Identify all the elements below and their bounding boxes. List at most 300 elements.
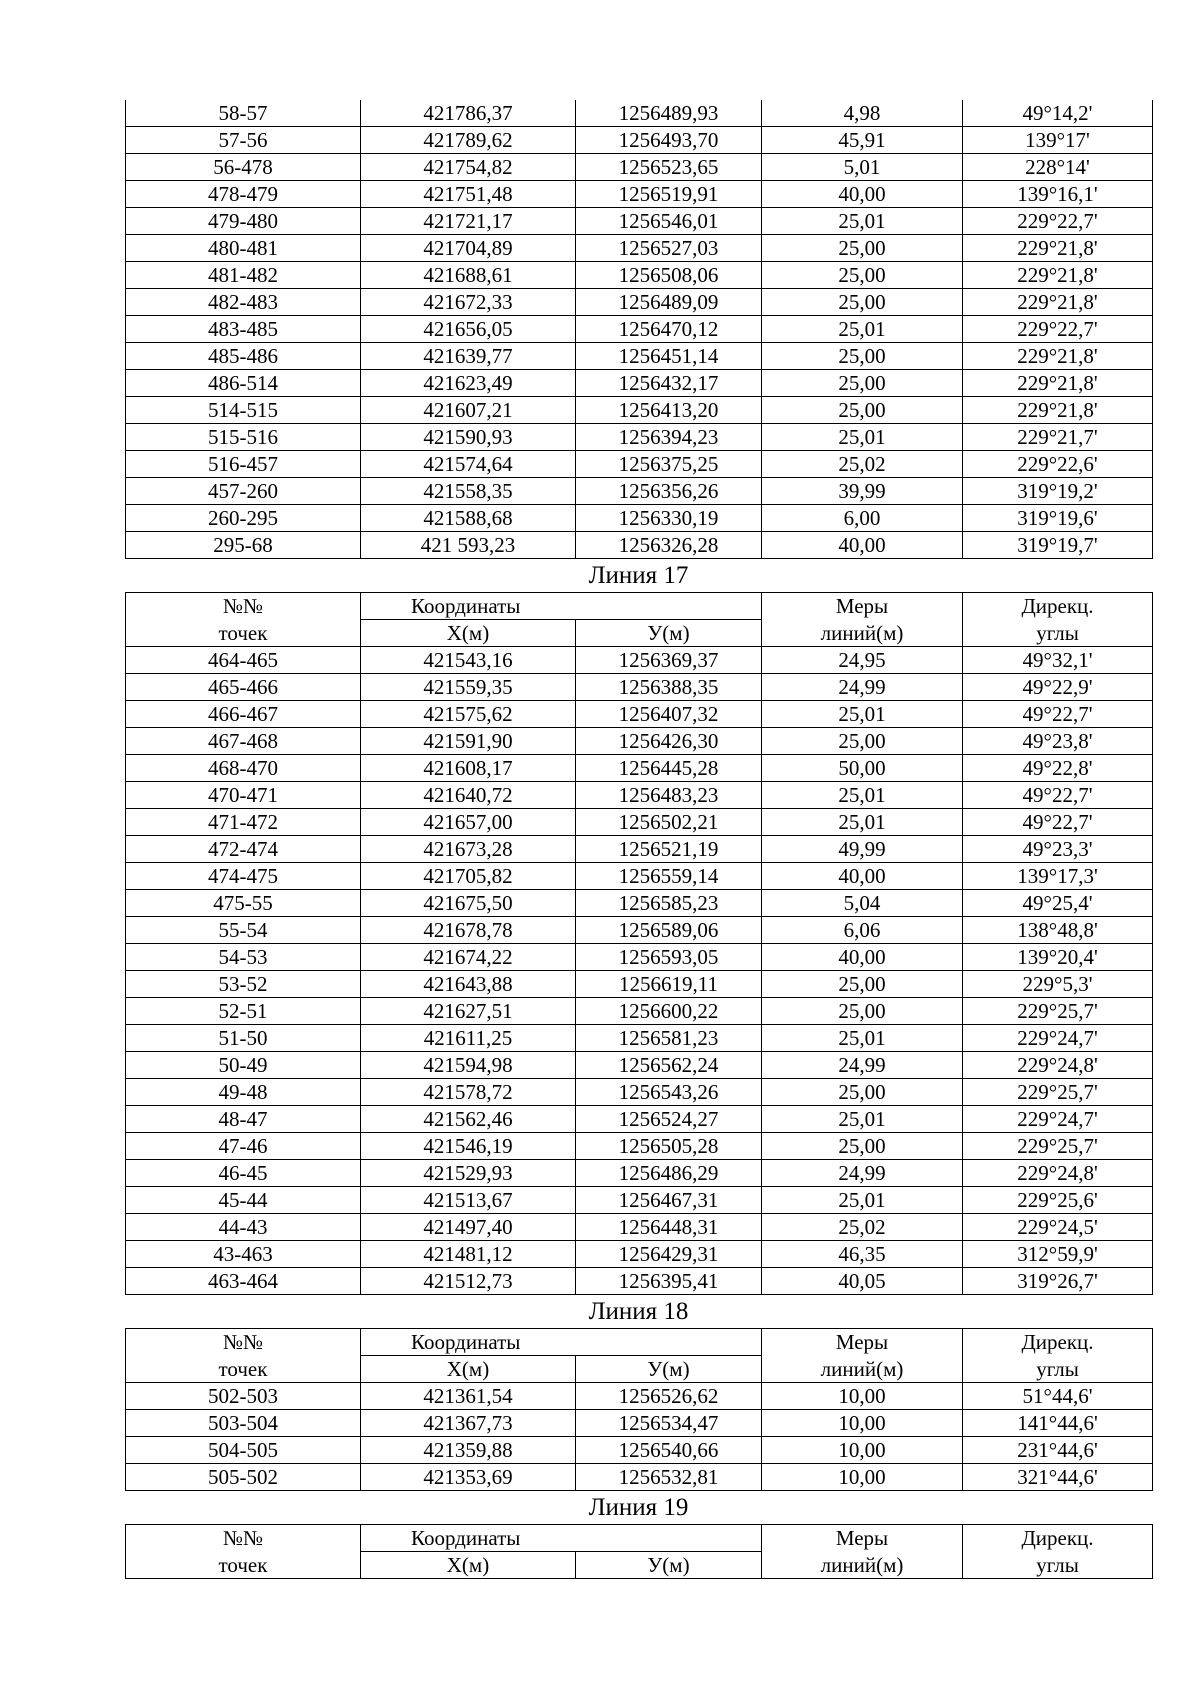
x-coordinate-cell: 421359,88 xyxy=(361,1437,576,1464)
x-coordinate-cell: 421789,62 xyxy=(361,127,576,154)
x-coordinate-cell: 421546,19 xyxy=(361,1133,576,1160)
y-coordinate-cell: 1256486,29 xyxy=(576,1160,762,1187)
y-coordinate-cell: 1256445,28 xyxy=(576,755,762,782)
direction-angle-cell: 229°5,3' xyxy=(963,971,1153,998)
y-coordinate-cell: 1256600,22 xyxy=(576,998,762,1025)
y-coordinate-cell: 1256493,70 xyxy=(576,127,762,154)
direction-angle-cell: 229°22,6' xyxy=(963,451,1153,478)
table-row xyxy=(126,728,1153,755)
direction-angle-cell: 229°21,8' xyxy=(963,370,1153,397)
table-row xyxy=(126,1241,1153,1268)
table-header-row xyxy=(126,1552,1153,1579)
x-coordinate-header: Х(м) xyxy=(361,620,576,647)
direction-angle-header-sub: углы xyxy=(963,620,1153,647)
x-coordinate-cell: 421673,28 xyxy=(361,836,576,863)
table-header-row xyxy=(126,1329,1153,1356)
line-length-cell: 25,00 xyxy=(762,262,963,289)
table-row xyxy=(126,1214,1153,1241)
point-pair-cell: 470-471 xyxy=(126,782,361,809)
line-length-cell: 6,00 xyxy=(762,505,963,532)
table-row xyxy=(126,1160,1153,1187)
point-pair-cell: 457-260 xyxy=(126,478,361,505)
x-coordinate-cell: 421705,82 xyxy=(361,863,576,890)
line-length-cell: 25,02 xyxy=(762,451,963,478)
direction-angle-cell: 49°23,8' xyxy=(963,728,1153,755)
y-coordinate-cell: 1256330,19 xyxy=(576,505,762,532)
line-length-cell: 6,06 xyxy=(762,917,963,944)
line-length-cell: 5,04 xyxy=(762,890,963,917)
y-coordinate-header: У(м) xyxy=(576,1356,762,1383)
table-row xyxy=(126,127,1153,154)
point-pair-cell: 479-480 xyxy=(126,208,361,235)
direction-angle-header-sub: углы xyxy=(963,1356,1153,1383)
point-pair-cell: 505-502 xyxy=(126,1464,361,1491)
line-length-cell: 10,00 xyxy=(762,1383,963,1410)
line-length-header: Меры xyxy=(762,1329,963,1356)
x-coordinate-cell: 421608,17 xyxy=(361,755,576,782)
point-pair-cell: 57-56 xyxy=(126,127,361,154)
direction-angle-cell: 49°32,1' xyxy=(963,647,1153,674)
direction-angle-cell: 229°21,8' xyxy=(963,397,1153,424)
table-row xyxy=(126,1187,1153,1214)
direction-angle-cell: 229°22,7' xyxy=(963,316,1153,343)
y-coordinate-cell: 1256489,93 xyxy=(576,100,762,127)
coordinates-table xyxy=(125,1524,1153,1579)
y-coordinate-cell: 1256395,41 xyxy=(576,1268,762,1295)
table-row xyxy=(126,1052,1153,1079)
section-title: Линия 19 xyxy=(588,1494,689,1521)
x-coordinate-cell: 421575,62 xyxy=(361,701,576,728)
table-row xyxy=(126,1025,1153,1052)
table-row xyxy=(126,370,1153,397)
table-row xyxy=(126,809,1153,836)
table-row xyxy=(126,890,1153,917)
direction-angle-cell: 229°24,8' xyxy=(963,1052,1153,1079)
points-header: №№ xyxy=(126,1525,361,1552)
line-length-cell: 24,99 xyxy=(762,1160,963,1187)
direction-angle-cell: 49°23,3' xyxy=(963,836,1153,863)
table-row xyxy=(126,154,1153,181)
table-row xyxy=(126,701,1153,728)
x-coordinate-cell: 421590,93 xyxy=(361,424,576,451)
x-coordinate-cell: 421578,72 xyxy=(361,1079,576,1106)
point-pair-cell: 51-50 xyxy=(126,1025,361,1052)
points-header: №№ xyxy=(126,1329,361,1356)
table-header-row xyxy=(126,1525,1153,1552)
x-coordinate-cell: 421361,54 xyxy=(361,1383,576,1410)
table-row xyxy=(126,647,1153,674)
table-row xyxy=(126,100,1153,127)
direction-angle-cell: 228°14' xyxy=(963,154,1153,181)
points-header: №№ xyxy=(126,593,361,620)
x-coordinate-cell: 421497,40 xyxy=(361,1214,576,1241)
table-row xyxy=(126,755,1153,782)
coordinates-header: Координаты xyxy=(361,593,762,620)
table-row xyxy=(126,262,1153,289)
x-coordinate-cell: 421529,93 xyxy=(361,1160,576,1187)
point-pair-cell: 466-467 xyxy=(126,701,361,728)
y-coordinate-cell: 1256432,17 xyxy=(576,370,762,397)
point-pair-cell: 50-49 xyxy=(126,1052,361,1079)
line-length-header: Меры xyxy=(762,1525,963,1552)
direction-angle-cell: 229°25,7' xyxy=(963,1133,1153,1160)
line-length-cell: 25,01 xyxy=(762,782,963,809)
direction-angle-cell: 49°22,9' xyxy=(963,674,1153,701)
y-coordinate-cell: 1256407,32 xyxy=(576,701,762,728)
line-length-cell: 25,01 xyxy=(762,208,963,235)
point-pair-cell: 503-504 xyxy=(126,1410,361,1437)
y-coordinate-cell: 1256534,47 xyxy=(576,1410,762,1437)
y-coordinate-cell: 1256532,81 xyxy=(576,1464,762,1491)
direction-angle-cell: 49°22,7' xyxy=(963,701,1153,728)
point-pair-cell: 486-514 xyxy=(126,370,361,397)
point-pair-cell: 504-505 xyxy=(126,1437,361,1464)
table-row xyxy=(126,1464,1153,1491)
table-row xyxy=(126,451,1153,478)
direction-angle-cell: 139°16,1' xyxy=(963,181,1153,208)
coordinates-table xyxy=(125,592,1153,1295)
line-length-cell: 40,00 xyxy=(762,532,963,559)
direction-angle-cell: 139°17' xyxy=(963,127,1153,154)
y-coordinate-cell: 1256546,01 xyxy=(576,208,762,235)
document-page xyxy=(125,100,1152,1579)
section-title: Линия 17 xyxy=(588,562,689,589)
line-length-header-sub: линий(м) xyxy=(762,620,963,647)
table-row xyxy=(126,782,1153,809)
direction-angle-cell: 49°22,7' xyxy=(963,782,1153,809)
line-length-cell: 45,91 xyxy=(762,127,963,154)
x-coordinate-cell: 421611,25 xyxy=(361,1025,576,1052)
direction-angle-cell: 138°48,8' xyxy=(963,917,1153,944)
direction-angle-cell: 319°19,2' xyxy=(963,478,1153,505)
x-coordinate-cell: 421678,78 xyxy=(361,917,576,944)
direction-angle-cell: 319°19,7' xyxy=(963,532,1153,559)
y-coordinate-header: У(м) xyxy=(576,620,762,647)
point-pair-cell: 468-470 xyxy=(126,755,361,782)
y-coordinate-cell: 1256581,23 xyxy=(576,1025,762,1052)
line-length-cell: 5,01 xyxy=(762,154,963,181)
line-length-cell: 49,99 xyxy=(762,836,963,863)
direction-angle-cell: 139°20,4' xyxy=(963,944,1153,971)
x-coordinate-cell: 421367,73 xyxy=(361,1410,576,1437)
y-coordinate-cell: 1256521,19 xyxy=(576,836,762,863)
line-length-cell: 24,95 xyxy=(762,647,963,674)
table-header-row xyxy=(126,620,1153,647)
direction-angle-cell: 229°21,8' xyxy=(963,289,1153,316)
y-coordinate-cell: 1256470,12 xyxy=(576,316,762,343)
table-row xyxy=(126,917,1153,944)
x-coordinate-cell: 421674,22 xyxy=(361,944,576,971)
y-coordinate-cell: 1256413,20 xyxy=(576,397,762,424)
point-pair-cell: 463-464 xyxy=(126,1268,361,1295)
table-row xyxy=(126,863,1153,890)
point-pair-cell: 46-45 xyxy=(126,1160,361,1187)
direction-angle-cell: 51°44,6' xyxy=(963,1383,1153,1410)
y-coordinate-cell: 1256523,65 xyxy=(576,154,762,181)
direction-angle-header: Дирекц. xyxy=(963,1329,1153,1356)
y-coordinate-cell: 1256388,35 xyxy=(576,674,762,701)
y-coordinate-cell: 1256593,05 xyxy=(576,944,762,971)
x-coordinate-cell: 421481,12 xyxy=(361,1241,576,1268)
line-length-cell: 25,00 xyxy=(762,728,963,755)
x-coordinate-cell: 421786,37 xyxy=(361,100,576,127)
line-length-cell: 25,01 xyxy=(762,809,963,836)
line-length-header-sub: линий(м) xyxy=(762,1552,963,1579)
points-header-sub: точек xyxy=(126,1552,361,1579)
y-coordinate-cell: 1256508,06 xyxy=(576,262,762,289)
line-length-cell: 25,01 xyxy=(762,1187,963,1214)
point-pair-cell: 481-482 xyxy=(126,262,361,289)
table-row xyxy=(126,944,1153,971)
line-length-cell: 46,35 xyxy=(762,1241,963,1268)
line-length-cell: 25,00 xyxy=(762,1079,963,1106)
line-length-cell: 25,01 xyxy=(762,424,963,451)
direction-angle-cell: 229°25,7' xyxy=(963,1079,1153,1106)
line-length-cell: 25,00 xyxy=(762,370,963,397)
points-header-sub: точек xyxy=(126,1356,361,1383)
x-coordinate-cell: 421656,05 xyxy=(361,316,576,343)
line-length-cell: 24,99 xyxy=(762,674,963,701)
point-pair-cell: 471-472 xyxy=(126,809,361,836)
table-row xyxy=(126,181,1153,208)
x-coordinate-cell: 421543,16 xyxy=(361,647,576,674)
table-header-row xyxy=(126,593,1153,620)
table-row xyxy=(126,1079,1153,1106)
y-coordinate-cell: 1256394,23 xyxy=(576,424,762,451)
table-row xyxy=(126,235,1153,262)
direction-angle-cell: 229°21,8' xyxy=(963,235,1153,262)
table-row xyxy=(126,998,1153,1025)
line-length-header: Меры xyxy=(762,593,963,620)
x-coordinate-cell: 421513,67 xyxy=(361,1187,576,1214)
direction-angle-cell: 49°22,8' xyxy=(963,755,1153,782)
table-row xyxy=(126,343,1153,370)
coordinates-header: Координаты xyxy=(361,1329,762,1356)
table-row xyxy=(126,397,1153,424)
direction-angle-cell: 231°44,6' xyxy=(963,1437,1153,1464)
point-pair-cell: 482-483 xyxy=(126,289,361,316)
x-coordinate-cell: 421562,46 xyxy=(361,1106,576,1133)
direction-angle-cell: 229°24,5' xyxy=(963,1214,1153,1241)
x-coordinate-cell: 421574,64 xyxy=(361,451,576,478)
x-coordinate-cell: 421607,21 xyxy=(361,397,576,424)
line-length-cell: 40,00 xyxy=(762,944,963,971)
coordinates-header: Координаты xyxy=(361,1525,762,1552)
point-pair-cell: 48-47 xyxy=(126,1106,361,1133)
y-coordinate-cell: 1256448,31 xyxy=(576,1214,762,1241)
direction-angle-cell: 229°21,7' xyxy=(963,424,1153,451)
direction-angle-cell: 229°22,7' xyxy=(963,208,1153,235)
x-coordinate-cell: 421559,35 xyxy=(361,674,576,701)
y-coordinate-cell: 1256562,24 xyxy=(576,1052,762,1079)
point-pair-cell: 464-465 xyxy=(126,647,361,674)
line-length-cell: 50,00 xyxy=(762,755,963,782)
line-length-cell: 25,01 xyxy=(762,316,963,343)
line-length-header-sub: линий(м) xyxy=(762,1356,963,1383)
table-row xyxy=(126,289,1153,316)
y-coordinate-cell: 1256526,62 xyxy=(576,1383,762,1410)
line-length-cell: 25,01 xyxy=(762,1106,963,1133)
direction-angle-header: Дирекц. xyxy=(963,1525,1153,1552)
point-pair-cell: 44-43 xyxy=(126,1214,361,1241)
direction-angle-cell: 229°24,8' xyxy=(963,1160,1153,1187)
point-pair-cell: 55-54 xyxy=(126,917,361,944)
table-row xyxy=(126,1268,1153,1295)
y-coordinate-cell: 1256451,14 xyxy=(576,343,762,370)
point-pair-cell: 53-52 xyxy=(126,971,361,998)
direction-angle-cell: 229°25,7' xyxy=(963,998,1153,1025)
y-coordinate-cell: 1256543,26 xyxy=(576,1079,762,1106)
y-coordinate-cell: 1256326,28 xyxy=(576,532,762,559)
table-row xyxy=(126,1410,1153,1437)
x-coordinate-cell: 421558,35 xyxy=(361,478,576,505)
point-pair-cell: 49-48 xyxy=(126,1079,361,1106)
section-title: Линия 18 xyxy=(588,1298,689,1325)
line-length-cell: 40,05 xyxy=(762,1268,963,1295)
point-pair-cell: 43-463 xyxy=(126,1241,361,1268)
x-coordinate-cell: 421588,68 xyxy=(361,505,576,532)
line-length-cell: 25,02 xyxy=(762,1214,963,1241)
table-row xyxy=(126,505,1153,532)
x-coordinate-cell: 421639,77 xyxy=(361,343,576,370)
x-coordinate-cell: 421643,88 xyxy=(361,971,576,998)
y-coordinate-cell: 1256519,91 xyxy=(576,181,762,208)
point-pair-cell: 47-46 xyxy=(126,1133,361,1160)
line-length-cell: 10,00 xyxy=(762,1464,963,1491)
line-length-cell: 25,01 xyxy=(762,701,963,728)
y-coordinate-cell: 1256467,31 xyxy=(576,1187,762,1214)
line-length-cell: 25,00 xyxy=(762,343,963,370)
point-pair-cell: 474-475 xyxy=(126,863,361,890)
x-coordinate-cell: 421591,90 xyxy=(361,728,576,755)
point-pair-cell: 295-68 xyxy=(126,532,361,559)
point-pair-cell: 483-485 xyxy=(126,316,361,343)
point-pair-cell: 472-474 xyxy=(126,836,361,863)
y-coordinate-cell: 1256505,28 xyxy=(576,1133,762,1160)
x-coordinate-cell: 421704,89 xyxy=(361,235,576,262)
coordinates-table xyxy=(125,1328,1153,1491)
direction-angle-cell: 139°17,3' xyxy=(963,863,1153,890)
y-coordinate-cell: 1256619,11 xyxy=(576,971,762,998)
direction-angle-cell: 229°24,7' xyxy=(963,1106,1153,1133)
table-row xyxy=(126,1437,1153,1464)
y-coordinate-cell: 1256489,09 xyxy=(576,289,762,316)
table-row xyxy=(126,1383,1153,1410)
coordinates-table xyxy=(125,100,1153,559)
y-coordinate-cell: 1256426,30 xyxy=(576,728,762,755)
direction-angle-cell: 49°22,7' xyxy=(963,809,1153,836)
line-length-cell: 25,00 xyxy=(762,1133,963,1160)
x-coordinate-header: Х(м) xyxy=(361,1552,576,1579)
direction-angle-cell: 229°21,8' xyxy=(963,262,1153,289)
line-length-cell: 24,99 xyxy=(762,1052,963,1079)
y-coordinate-cell: 1256429,31 xyxy=(576,1241,762,1268)
direction-angle-cell: 229°24,7' xyxy=(963,1025,1153,1052)
point-pair-cell: 516-457 xyxy=(126,451,361,478)
table-row xyxy=(126,836,1153,863)
point-pair-cell: 58-57 xyxy=(126,100,361,127)
table-row xyxy=(126,316,1153,343)
line-length-cell: 39,99 xyxy=(762,478,963,505)
point-pair-cell: 514-515 xyxy=(126,397,361,424)
x-coordinate-header: Х(м) xyxy=(361,1356,576,1383)
line-length-cell: 40,00 xyxy=(762,863,963,890)
point-pair-cell: 467-468 xyxy=(126,728,361,755)
line-length-cell: 25,00 xyxy=(762,235,963,262)
x-coordinate-cell: 421623,49 xyxy=(361,370,576,397)
point-pair-cell: 54-53 xyxy=(126,944,361,971)
point-pair-cell: 45-44 xyxy=(126,1187,361,1214)
y-coordinate-cell: 1256483,23 xyxy=(576,782,762,809)
direction-angle-header: Дирекц. xyxy=(963,593,1153,620)
line-length-cell: 25,01 xyxy=(762,1025,963,1052)
point-pair-cell: 465-466 xyxy=(126,674,361,701)
point-pair-cell: 480-481 xyxy=(126,235,361,262)
y-coordinate-cell: 1256369,37 xyxy=(576,647,762,674)
line-length-cell: 40,00 xyxy=(762,181,963,208)
y-coordinate-cell: 1256585,23 xyxy=(576,890,762,917)
y-coordinate-cell: 1256527,03 xyxy=(576,235,762,262)
x-coordinate-cell: 421657,00 xyxy=(361,809,576,836)
direction-angle-cell: 49°25,4' xyxy=(963,890,1153,917)
x-coordinate-cell: 421688,61 xyxy=(361,262,576,289)
x-coordinate-cell: 421675,50 xyxy=(361,890,576,917)
point-pair-cell: 515-516 xyxy=(126,424,361,451)
line-length-cell: 25,00 xyxy=(762,397,963,424)
x-coordinate-cell: 421594,98 xyxy=(361,1052,576,1079)
y-coordinate-cell: 1256502,21 xyxy=(576,809,762,836)
y-coordinate-header: У(м) xyxy=(576,1552,762,1579)
line-length-cell: 25,00 xyxy=(762,971,963,998)
point-pair-cell: 260-295 xyxy=(126,505,361,532)
y-coordinate-cell: 1256559,14 xyxy=(576,863,762,890)
line-length-cell: 25,00 xyxy=(762,289,963,316)
y-coordinate-cell: 1256540,66 xyxy=(576,1437,762,1464)
direction-angle-header-sub: углы xyxy=(963,1552,1153,1579)
point-pair-cell: 502-503 xyxy=(126,1383,361,1410)
x-coordinate-cell: 421640,72 xyxy=(361,782,576,809)
point-pair-cell: 56-478 xyxy=(126,154,361,181)
direction-angle-cell: 319°19,6' xyxy=(963,505,1153,532)
line-length-cell: 10,00 xyxy=(762,1437,963,1464)
points-header-sub: точек xyxy=(126,620,361,647)
table-row xyxy=(126,532,1153,559)
table-row xyxy=(126,674,1153,701)
table-row xyxy=(126,1106,1153,1133)
direction-angle-cell: 319°26,7' xyxy=(963,1268,1153,1295)
x-coordinate-cell: 421721,17 xyxy=(361,208,576,235)
y-coordinate-cell: 1256589,06 xyxy=(576,917,762,944)
table-header-row xyxy=(126,1356,1153,1383)
point-pair-cell: 478-479 xyxy=(126,181,361,208)
x-coordinate-cell: 421353,69 xyxy=(361,1464,576,1491)
table-row xyxy=(126,208,1153,235)
direction-angle-cell: 49°14,2' xyxy=(963,100,1153,127)
line-length-cell: 10,00 xyxy=(762,1410,963,1437)
point-pair-cell: 485-486 xyxy=(126,343,361,370)
y-coordinate-cell: 1256356,26 xyxy=(576,478,762,505)
x-coordinate-cell: 421751,48 xyxy=(361,181,576,208)
direction-angle-cell: 229°21,8' xyxy=(963,343,1153,370)
x-coordinate-cell: 421512,73 xyxy=(361,1268,576,1295)
table-row xyxy=(126,424,1153,451)
direction-angle-cell: 141°44,6' xyxy=(963,1410,1153,1437)
line-length-cell: 25,00 xyxy=(762,998,963,1025)
table-row xyxy=(126,1133,1153,1160)
table-row xyxy=(126,971,1153,998)
x-coordinate-cell: 421754,82 xyxy=(361,154,576,181)
y-coordinate-cell: 1256524,27 xyxy=(576,1106,762,1133)
